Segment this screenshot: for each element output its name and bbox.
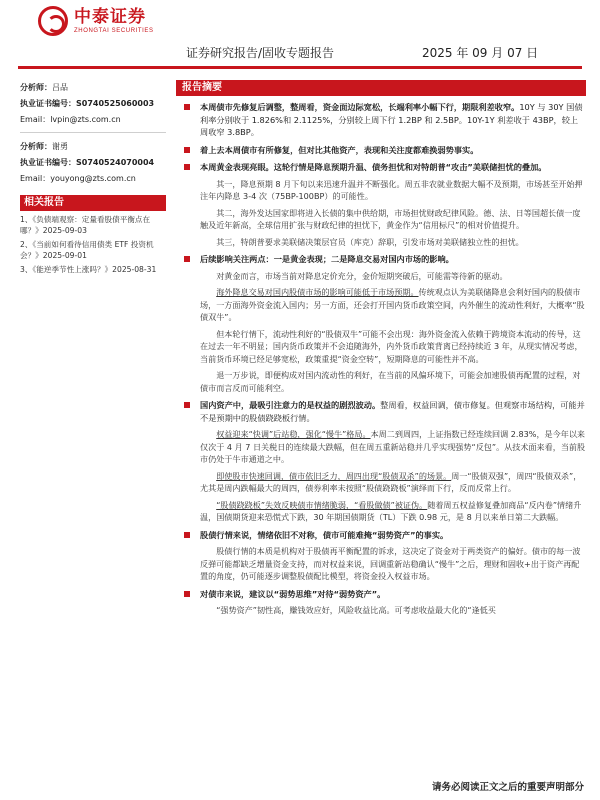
- paragraph: 但本轮行情下，流动性利好的“股债双牛”可能不会出现：海外资金流入依赖于跨境资本流动的传导，这在过去一年不明显；国内货币政策并不会追随海外，内外货币政策背离已经持续近 3 年，从现实情况考虑，当前货币环境已经足够宽松，政策重提“资金空转”，短期降息的可能性并不高。: [200, 328, 583, 364]
- bullet-icon: [184, 402, 190, 408]
- company-logo: [38, 6, 154, 36]
- summary-bullet: 本周黄金表现亮眼。这轮行情是降息预期升温、债务担忧和对特朗普“攻击”美联储担忧的叠加。: [176, 161, 586, 174]
- divider: [20, 132, 166, 133]
- summary-bullet: 后续影响关注两点：一是黄金表现；二是降息交易对国内市场的影响。: [176, 253, 586, 266]
- email-label: Email：: [20, 174, 51, 183]
- paragraph: 退一万步说，即便构成对国内流动性的利好，在当前的风偏环境下，可能会加速股债再配置的过程，对债市而言反而可能利空。: [200, 370, 581, 393]
- summary-bullet: 国内资产中，最吸引注意力的是权益的剧烈波动。整周看，权益回调，债市修复。但观察市场结构，可能并不是预期中的股债跷跷板行情。: [176, 399, 586, 424]
- related-report-link[interactable]: 2、《当前如何看待信用债类 ETF 投资机会？》2025-09-01: [20, 240, 154, 260]
- report-date: 2025 年 09 月 07 日: [422, 46, 539, 60]
- header-rule: [18, 66, 582, 69]
- disclaimer-footer: 请务必阅读正文之后的重要声明部分: [431, 782, 584, 793]
- paragraph: 其三，特朗普要求美联储决策层官员（库克）辞职，引发市场对美联储独立性的担忧。: [216, 236, 524, 247]
- analyst-name: 谢勇: [52, 142, 68, 151]
- paragraph: 海外降息交易对国内股债市场的影响可能低于市场预期。传统观点认为美联储降息会利好国内的股债市场，一方面海外资金流入国内；另一方面，还会打开国内货币政策空间，内外催生的流动性利好，大概率“股债双牛”。: [200, 287, 585, 322]
- summary-bullet: 着上去本周债市有所修复，但对比其他资产，表现和关注度都难换弱势事实。: [176, 144, 586, 157]
- analyst-block: [20, 139, 166, 187]
- analyst-label: 分析师：: [20, 142, 52, 151]
- email-link[interactable]: youyong@zts.com.cn: [50, 174, 136, 183]
- analyst-label: 分析师：: [20, 83, 52, 92]
- bullet-icon: [184, 532, 190, 538]
- related-reports-title: 相关报告: [20, 195, 166, 211]
- paragraph: 其二，海外发达国家即将进入长债的集中供给期，市场担忧财政纪律风险。德、法、日等国超长债一度触及近年新高，全球信用扩张与财政纪律的担忧下，黄金作为“信用标尺”的相对价值提升。: [200, 207, 581, 230]
- bullet-icon: [184, 591, 190, 597]
- bullet-icon: [184, 147, 190, 153]
- logo-name-en: ZHONGTAI SECURITIES: [74, 28, 154, 34]
- paragraph: “股债跷跷板”失效反映债市情绪脆弱，“看股做债”被证伪。随着周五权益修复叠加商品“反内卷”情绪升温，国债期货迎来恐慌式下跌，30 年期国债期货（TL）下跌 0.98 元，是 8 月以来单日第二大跌幅。: [200, 499, 582, 522]
- cert-number: S0740525060003: [76, 99, 155, 108]
- cert-label: 执业证书编号：: [20, 99, 76, 108]
- analyst-name: 吕品: [52, 83, 68, 92]
- email-label: Email：: [20, 115, 51, 124]
- summary-bullet: 股债行情来说，情绪依旧不对称，债市可能难掩“弱势资产”的事实。: [176, 529, 586, 542]
- analyst-block: [20, 80, 166, 128]
- paragraph: 对黄金而言，市场当前对降息定价充分，金价短期突破后，可能需等待新的驱动。: [216, 270, 508, 281]
- report-body: [176, 80, 586, 617]
- sidebar: [20, 80, 166, 275]
- paragraph: 即使股市快速回调，债市依旧乏力，周四出现“股债双杀”的场景。周一“股债双强”，周四“股债双杀”，尤其是周内跌幅最大的周四，债券利率未按照“股债跷跷板”演绎而下行，反而反常上行。: [200, 470, 582, 493]
- logo-name-cn: 中泰证券: [74, 7, 146, 27]
- bullet-icon: [184, 104, 190, 110]
- related-report-link[interactable]: 1、《负债端观察：定量看股债平衡点在哪？》2025-09-03: [20, 215, 151, 235]
- cert-number: S0740524070004: [76, 158, 155, 167]
- bullet-icon: [184, 164, 190, 170]
- paragraph: “强势资产”韧性高，赚钱效应好，风险收益比高。可考虑收益最大化的“逢低买: [216, 605, 496, 615]
- summary-bullet: 对债市来说，建议以“弱势思维”对待“弱势资产”。: [176, 588, 586, 601]
- related-report-link[interactable]: 3、《能逆季节性上涨吗？》2025-08-31: [20, 265, 157, 274]
- logo-icon: [38, 6, 68, 36]
- cert-label: 执业证书编号：: [20, 158, 76, 167]
- report-type: 证券研究报告/固收专题报告: [186, 46, 335, 60]
- summary-bullet: 本周债市先修复后调整，整周看，资金面边际宽松，长端利率小幅下行，期限利差收窄。10Y 与 30Y 国债利率分别收于 1.826%和 2.1125%，分别较上周下行 1.2BP 和 2.5BP。10Y-1Y 利差收于 43BP，较上周收窄 3.8BP。: [176, 101, 586, 139]
- paragraph: 股债行情的本质是机构对于股债再平衡配置的诉求，这决定了资金对于两类资产的偏好。债市的每一波反弹可能都缺乏增量资金支持，而对权益来说，回调重新站稳确认“慢牛”之后，理财和固收+出于资产再配置的角度，仍可能逐步调整股债配比模型，将资金投入权益市场。: [200, 546, 581, 581]
- email-link[interactable]: lvpin@zts.com.cn: [50, 115, 121, 124]
- paragraph: 其一，降息预期 8 月下旬以来迅速升温并不断强化。周五非农就业数据大幅不及预期，市场甚至开始押注年内降息 3-4 次（75BP-100BP）的可能性。: [200, 178, 583, 201]
- abstract-title: 报告摘要: [176, 80, 586, 96]
- bullet-icon: [184, 256, 190, 262]
- paragraph: 权益迎来“快调”后站稳，强化“慢牛”格局。本周二到周四，上证指数已经连续回调 2.83%，是今年以来仅次于 4 月 7 日关税日的连续最大跌幅，但在周五重新站稳并几乎实现强势“反包”。从技术面来看，当前股市仍处于牛市通道之中。: [200, 429, 586, 464]
